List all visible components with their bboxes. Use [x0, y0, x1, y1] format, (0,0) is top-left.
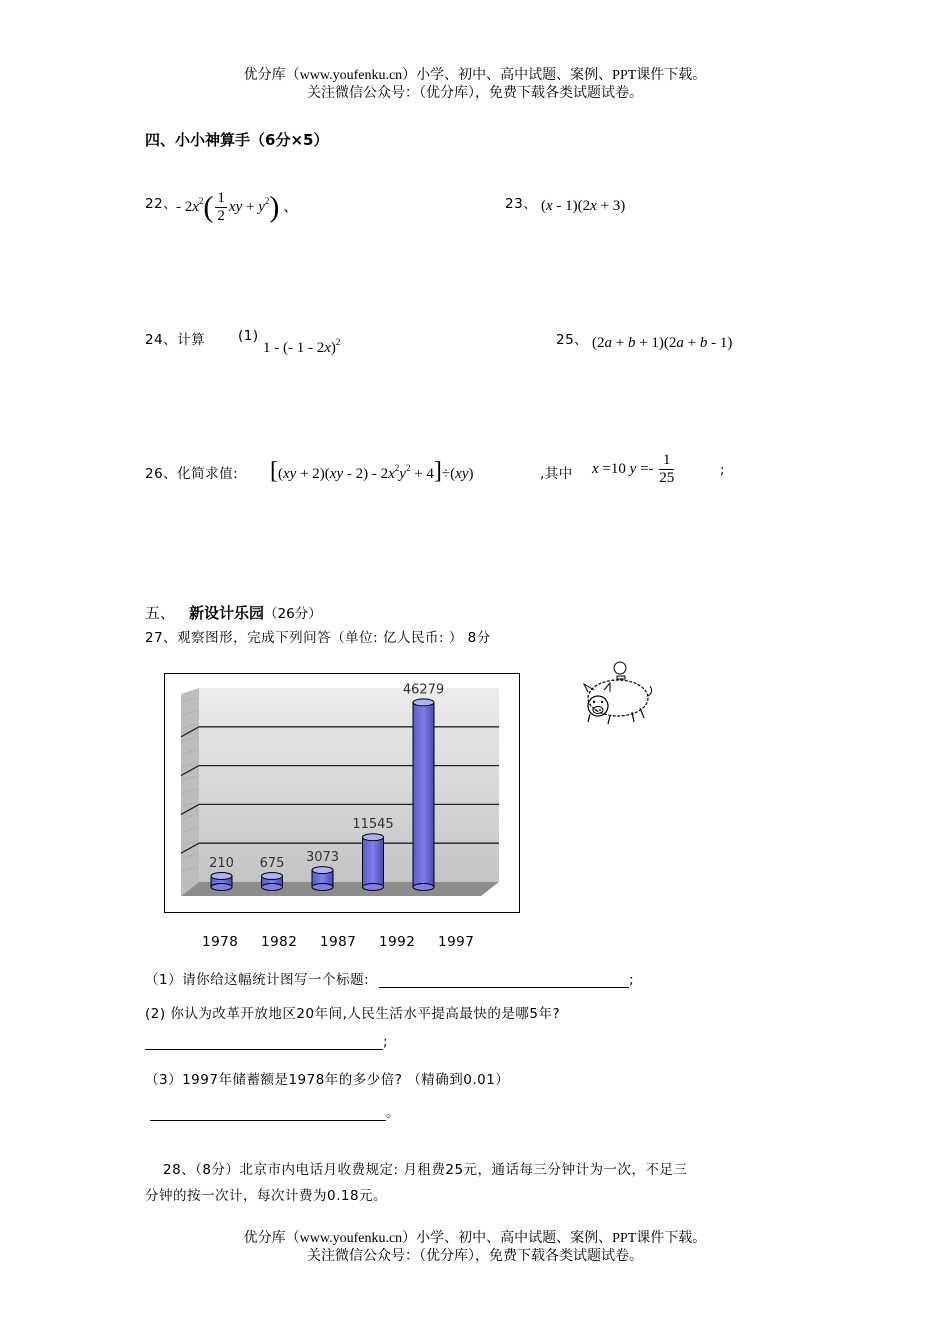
- q28-line-2: 分钟的按一次计，每次计费为0.18元。: [145, 1188, 388, 1204]
- chart-side-wall: [181, 688, 199, 896]
- year-label-1978: 1978: [202, 934, 239, 950]
- q27-1-end: ;: [629, 972, 635, 988]
- q26-label: 26、化简求值:: [145, 466, 239, 482]
- bar-value-label-1978: 210: [209, 856, 234, 871]
- q27-3-end: 。: [386, 1105, 400, 1121]
- q27-2-answer: [145, 1034, 388, 1050]
- q24-label: 24、计算: [145, 332, 206, 348]
- bar-1997: [413, 702, 434, 887]
- q27-1: [145, 968, 634, 988]
- bar-base-1992: [363, 884, 384, 891]
- q27-3-text: （3）1997年储蓄额是1978年的多少倍? （精确到0.01）: [145, 1072, 510, 1088]
- chart-plot-background: [199, 688, 499, 882]
- year-label-1992: 1992: [379, 934, 416, 950]
- header-line-2: 关注微信公众号：（优分库），免费下载各类试题试卷。: [307, 86, 643, 101]
- bar-top-1987: [312, 867, 333, 874]
- q26-values: x =10 y =- $\frac{1}{25}$: [592, 452, 675, 486]
- q27-3-answer: [150, 1101, 400, 1121]
- q28-line-1: 28、（8分）北京市内电话月收费规定: 月租费25元，通话每三分钟计为一次，不足三: [163, 1162, 688, 1178]
- year-label-1982: 1982: [261, 934, 298, 950]
- bar-1992: [363, 837, 384, 887]
- section-4-title: 四、小小神算手（6分×5）: [145, 131, 329, 149]
- q27-2-text: (2) 你认为改革开放地区20年间,人民生活水平提高最快的是哪5年?: [145, 1006, 561, 1022]
- q27-1-answer-blank[interactable]: [379, 987, 629, 988]
- q27-text: 27、观察图形，完成下列问答（单位: 亿人民币: ） 8分: [145, 630, 491, 646]
- bar-chart: [165, 674, 518, 911]
- footer-line-2: 关注微信公众号：（优分库），免费下载各类试题试卷。: [307, 1249, 643, 1264]
- q22-label: 22、: [145, 196, 178, 212]
- q25-expression: (2a + b + 1)(2a + b - 1): [592, 335, 733, 351]
- section-5-title: [145, 602, 322, 623]
- bar-value-label-1982: 675: [259, 856, 285, 871]
- year-label-1997: 1997: [438, 934, 475, 950]
- bar-base-1987: [312, 884, 333, 891]
- q24-part-1: (1): [238, 328, 259, 344]
- section-5-main: 新设计乐园: [189, 604, 265, 622]
- q27-2-end: ;: [383, 1034, 389, 1050]
- bar-value-label-1992: 11545: [352, 817, 394, 833]
- bar-top-1982: [262, 873, 283, 880]
- bar-base-1997: [413, 884, 434, 891]
- q23-label: 23、: [505, 196, 538, 212]
- q26-where: ,其中: [540, 466, 573, 482]
- q27-1-text: （1）请你给这幅统计图写一个标题:: [145, 972, 370, 988]
- bar-base-1978: [211, 884, 232, 891]
- q23-expression: (x - 1)(2x + 3): [541, 198, 626, 214]
- bar-base-1982: [262, 884, 283, 891]
- q26-expression: $[(xy + 2)(xy - 2) - 2x^2y^2 + 4]\div(xy)$: [270, 458, 474, 484]
- footer-line-1: 优分库（www.youfenku.cn）小学、初中、高中试题、案例、PPT课件下载。: [243, 1231, 707, 1246]
- section-5-prefix: 五、: [145, 604, 176, 622]
- q24-expression: 1 - (- 1 - 2x)$^2$: [263, 337, 341, 356]
- q25-label: 25、: [556, 332, 589, 348]
- bar-top-1997: [413, 699, 434, 706]
- bar-value-label-1997: 46279: [402, 682, 445, 698]
- bar-top-1978: [211, 873, 232, 880]
- section-5-score: （26分）: [264, 606, 322, 622]
- q27-2-answer-blank[interactable]: [145, 1049, 383, 1050]
- q26-end: ;: [720, 462, 726, 478]
- bar-top-1992: [363, 834, 384, 841]
- bar-chart-frame: [164, 673, 520, 913]
- year-label-1987: 1987: [320, 934, 357, 950]
- q22-expression: - $2x^2$( $\frac{1}{2}$ xy + $y^2$) 、: [176, 190, 299, 224]
- bar-value-label-1987: 3073: [305, 850, 340, 866]
- q27-3-answer-blank[interactable]: [150, 1120, 386, 1121]
- piggy-bank-icon: [576, 660, 656, 730]
- header-line-1: 优分库（www.youfenku.cn）小学、初中、高中试题、案例、PPT课件下载。: [243, 68, 707, 83]
